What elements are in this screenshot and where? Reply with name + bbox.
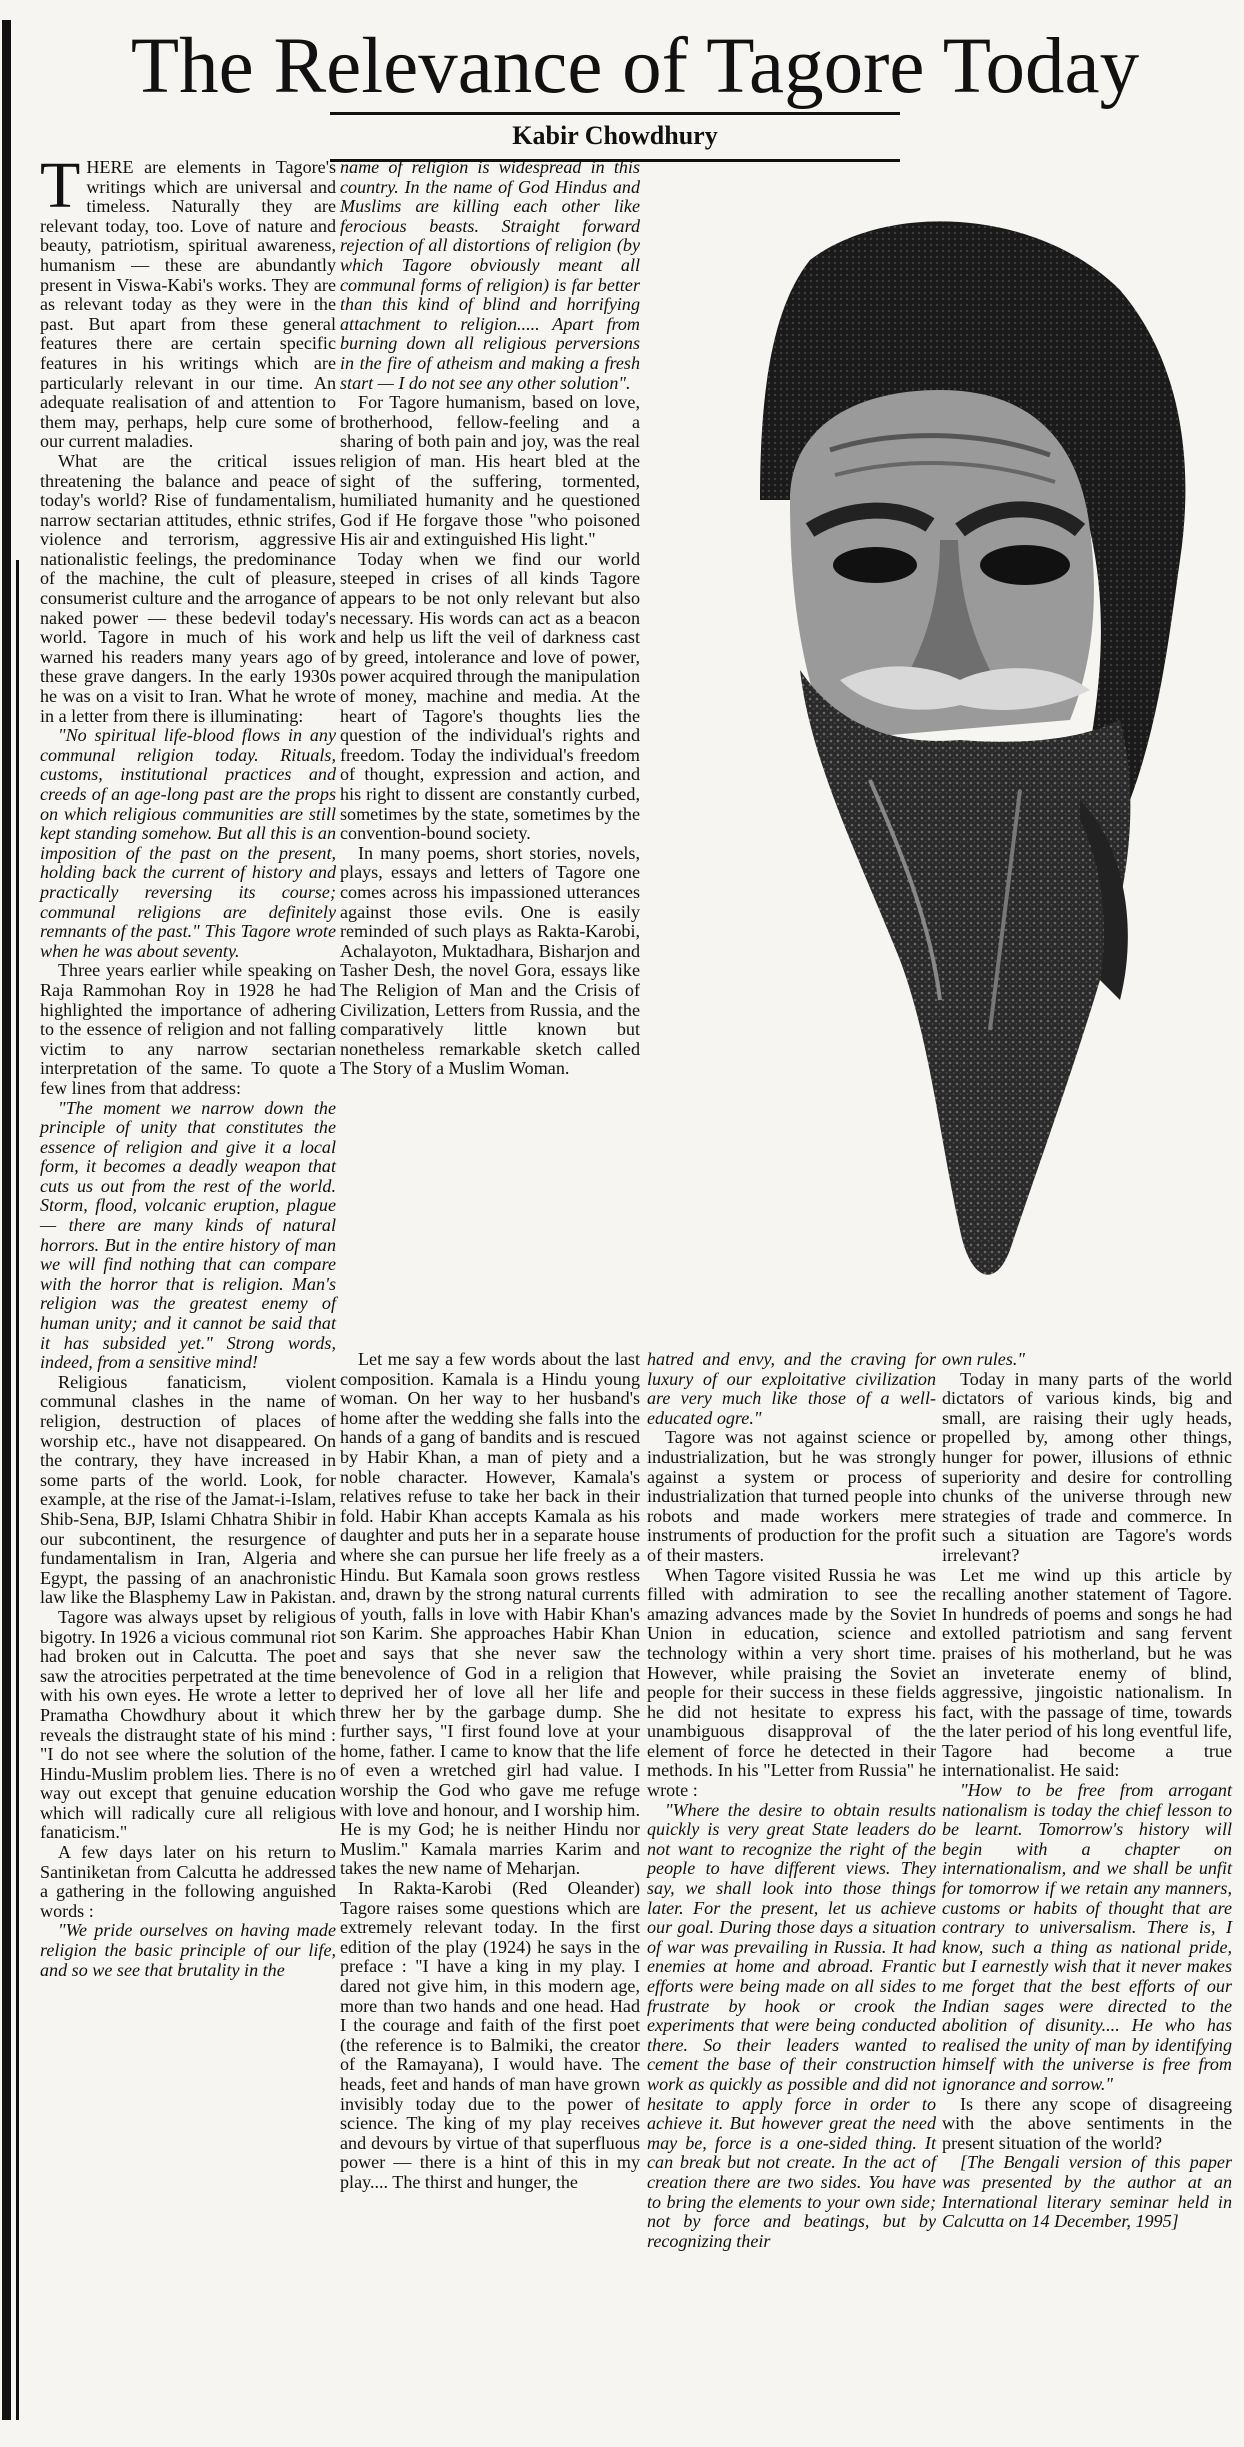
paragraph: Tagore was not against science or industrialization, but he was strongly against a system or process of industrialization that turned people into robots and made workers mere instruments of production for the profit of their masters.	[647, 1427, 936, 1565]
paragraph: "Where the desire to obtain results quickly is very great State leaders do not want to recognize the right of the people to have different views. They say, we shall look into those things later. For the present, let us achieve our goal. During those days a situation of war was prevailing in Russia. It had enemies at home and abroad. Frantic efforts were being made on all sides to frustrate by hook or crook the experiments that were being conducted there. So their leaders wanted to cement the base of their construction work as quickly as possible and did not hesitate to apply force in order to achieve it. But however great the need may be, force is a one-sided thing. It can break but not create. In the act of creation there are two sides. You have to bring the elements to your own side; not by force and beatings, but by recognizing their	[647, 1799, 936, 2251]
page-edge-bar	[2, 20, 11, 2420]
paragraph: own rules."	[942, 1349, 1025, 1369]
paragraph: "We pride ourselves on having made religion the basic principle of our life, and so we see that brutality in the	[40, 1920, 336, 1980]
paragraph: A few days later on his return to Santiniketan from Calcutta he addressed a gathering in the following anguished words :	[40, 1842, 336, 1921]
drop-cap: T	[40, 149, 81, 222]
paragraph: name of religion is widespread in this country. In the name of God Hindus and Muslims are killing each other like ferocious beasts. Straight forward rejection of all distortions of religion (by which Tagore obviously meant all communal forms of religion) is far better than this kind of blind and horrifying attachment to religion..... Apart from burning down all religious perversions in the fire of atheism and making a fresh start — I do not see any other solution".	[340, 157, 640, 393]
column-3	[340, 1350, 640, 2430]
paragraph: Is there any scope of disagreeing with the above sentiments in the present situation of the world?	[942, 2093, 1232, 2153]
paragraph: Three years earlier while speaking on Raja Rammohan Roy in 1928 he had highlighted the importance of adhering to the essence of religion and not falling victim to any narrow sectarian interpretation of the same. To quote a few lines from that address:	[40, 960, 336, 1098]
column-4	[647, 1350, 936, 2430]
page-edge-line	[16, 560, 19, 2420]
paragraph: For Tagore humanism, based on love, brotherhood, fellow-feeling and a sharing of both pain and joy, was the real religion of man. His heart bled at the sight of the suffering, tormented, humiliated humanity and he questioned God if He forgave those "who poisoned His air and extinguished His light."	[340, 392, 640, 550]
paragraph: Tagore was always upset by religious bigotry. In 1926 a vicious communal riot had broken out in Calcutta. The poet saw the atrocities perpetrated at the time with his own eyes. He wrote a letter to Pramatha Chowdhury about it which reveals the distraught state of his mind : "I do not see where the solution of the Hindu-Muslim problem lies. There is no way out except that genuine education which will radically cure all religious fanaticism."	[40, 1606, 336, 1843]
paragraph: Religious fanaticism, violent communal clashes in the name of religion, destruction of places of worship etc., have not disappeared. On the contrary, they have increased in some parts of the world. Look, for example, at the rise of the Jamat-i-Islam, Shib-Sena, BJP, Islami Chhatra Shibir in our subcontinent, the resurgence of fundamentalism in Iran, Algeria and Egypt, the passing of an anachronistic law like the Blasphemy Law in Pakistan.	[40, 1371, 336, 1608]
paragraph: [The Bengali version of this paper was presented by the author at an International literary seminar held in Calcutta on 14 December, 1995]	[942, 2152, 1232, 2232]
paragraph: "No spiritual life-blood flows in any communal religion today. Rituals, customs, institutional practices and creeds of an age-long past are the props on which religious communities are still kept standing somehow. But all this is an imposition of the past on the present, holding back the current of history and practically reversing its course; communal religions are definitely remnants of the past." This Tagore wrote when he was about seventy.	[40, 725, 336, 961]
tagore-portrait	[640, 200, 1200, 1350]
paragraph: "The moment we narrow down the principle of unity that constitutes the essence of religion and give it a local form, it becomes a deadly weapon that cuts us out from the rest of the world. Storm, flood, volcanic eruption, plague — there are many kinds of natural horrors. But in the entire history of man we will find nothing that can compare with the horror that is religion. Man's religion was the greatest enemy of human unity; and it cannot be said that it has subsided yet." Strong words, indeed, from a sensitive mind!	[40, 1097, 336, 1373]
column-5	[942, 1350, 1232, 2430]
paragraph: Let me wind up this article by recalling another statement of Tagore. In hundreds of poems and songs he had extolled patriotism and sang fervent praises of his motherland, but he was an inveterate enemy of blind, aggressive, jingoistic nationalism. In fact, with the passage of time, towards the later period of his long eventful life, Tagore had become a true internationalist. He said:	[942, 1564, 1232, 1781]
paragraph: "How to be free from arrogant nationalism is today the chief lesson to be learnt. Tomorrow's history will begin with a chapter on internationalism, and we shall be unfit for tomorrow if we retain any manners, customs or habits of thought that are contrary to universalism. There is, I know, such a thing as national pride, but I earnestly wish that it never makes me forget that the best efforts of our Indian sages were directed to the abolition of disunity.... He who has realised the unity of man by identifying himself with the universe is free from ignorance and sorrow."	[942, 1780, 1232, 2094]
paragraph: Today when we find our world steeped in crises of all kinds Tagore appears to be not only relevant but also necessary. His words can act as a beacon and help us lift the veil of darkness cast by greed, intolerance and love of power, power acquired through the manipulation of money, machine and media. At the heart of Tagore's thoughts lies the question of the individual's rights and freedom. Today the individual's freedom of thought, expression and action, and his right to dissent are constantly curbed, sometimes by the state, sometimes by the convention-bound society.	[340, 548, 641, 844]
paragraph-text: HERE are elements in Tagore's writings which are universal and timeless. Naturally they are relevant today, too. Love of nature and beauty, patriotism, spiritual awareness, humanism — these are abundantly present in Viswa-Kabi's works. They are as relevant today as they were in the past. But apart from these general features there are certain specific features in his writings which are particularly relevant in our time. An adequate realisation of and attention to them may, perhaps, help cure some of our current maladies.	[40, 157, 336, 452]
paragraph: Let me say a few words about the last composition. Kamala is a Hindu young woman. On her way to her husband's home after the wedding she falls into the hands of a gang of bandits and is rescued by Habir Khan, a man of piety and a noble character. However, Kamala's relatives refuse to take her back in their fold. Habir Khan accepts Kamala as his daughter and puts her in a separate house where she can pursue her life freely as a Hindu. But Kamala soon grows restless and, drawn by the strong natural currents of youth, falls in love with Habir Khan's son Karim. She approaches Habir Khan and says that she never saw the benevolence of God in a religion that deprived her of love all her life and threw her by the garbage dump. She further says, "I first found love at your home, father. I came to know that the life of even a wretched girl had value. I worship the God who gave me refuge with love and honour, and I worship him. He is my God; he is neither Hindu nor Muslim." Kamala marries Karim and takes the new name of Meharjan.	[340, 1349, 640, 1879]
paragraph: hatred and envy, and the craving for luxury of our exploitative civilization are very much like those of a well-educated ogre."	[647, 1349, 936, 1428]
byline-rule-top	[330, 112, 900, 115]
paragraph: Today in many parts of the world dictators of various kinds, big and small, are raising their ugly heads, propelled by, among other things, hunger for power, illusions of ethnic superiority and desire for controlling chunks of the universe through new strategies of trade and commerce. In such a situation are Tagore's words irrelevant?	[942, 1368, 1232, 1565]
byline: Kabir Chowdhury	[512, 121, 718, 150]
paragraph: In many poems, short stories, novels, plays, essays and letters of Tagore one comes across his impassioned utterances against those evils. One is easily reminded of such plays as Rakta-Karobi, Achalayoton, Muktadhara, Bisharjon and Tasher Desh, the novel Gora, essays like The Religion of Man and the Crisis of Civilization, Letters from Russia, and the comparatively little known but nonetheless remarkable sketch called The Story of a Muslim Woman.	[340, 842, 640, 1079]
paragraph: What are the critical issues threatening the balance and peace of today's world? Rise of fundamentalism, narrow sectarian attitudes, ethnic strifes, violence and terrorism, aggressive nationalistic feelings, the predominance of the machine, the cult of pleasure, consumerist culture and the arrogance of naked power — these bedevil today's world. Tagore in much of his work warned his readers many years ago of these grave dangers. In the early 1930s he was on a visit to Iran. What he wrote in a letter from there is illuminating:	[40, 450, 336, 726]
headline: The Relevance of Tagore Today	[130, 23, 1140, 110]
paragraph	[40, 149, 336, 452]
column-1	[40, 149, 336, 2428]
paragraph: In Rakta-Karobi (Red Oleander) Tagore raises some questions which are extremely relevant today. In the first edition of the play (1924) he says in the preface : "I have a king in my play. I dared not give him, in this modern age, more than two hands and one head. Had I the courage and faith of the first poet (the reference is to Balmiki, the creator of the Ramayana), I would have. The heads, feet and hands of man have grown invisibly today due to the power of science. The king of my play receives and devours by virtue of that superfluous power — there is a hint of this in my play.... The thirst and hunger, the	[340, 1878, 640, 2192]
paragraph: When Tagore visited Russia he was filled with admiration to see the amazing advances made by the Soviet Union in education, science and technology within a very short time. However, while praising the Soviet people for their success in these fields he did not hesitate to express his unambiguous disapproval of the element of force he detected in their methods. In his "Letter from Russia" he wrote :	[647, 1564, 936, 1801]
column-2	[340, 158, 640, 1308]
